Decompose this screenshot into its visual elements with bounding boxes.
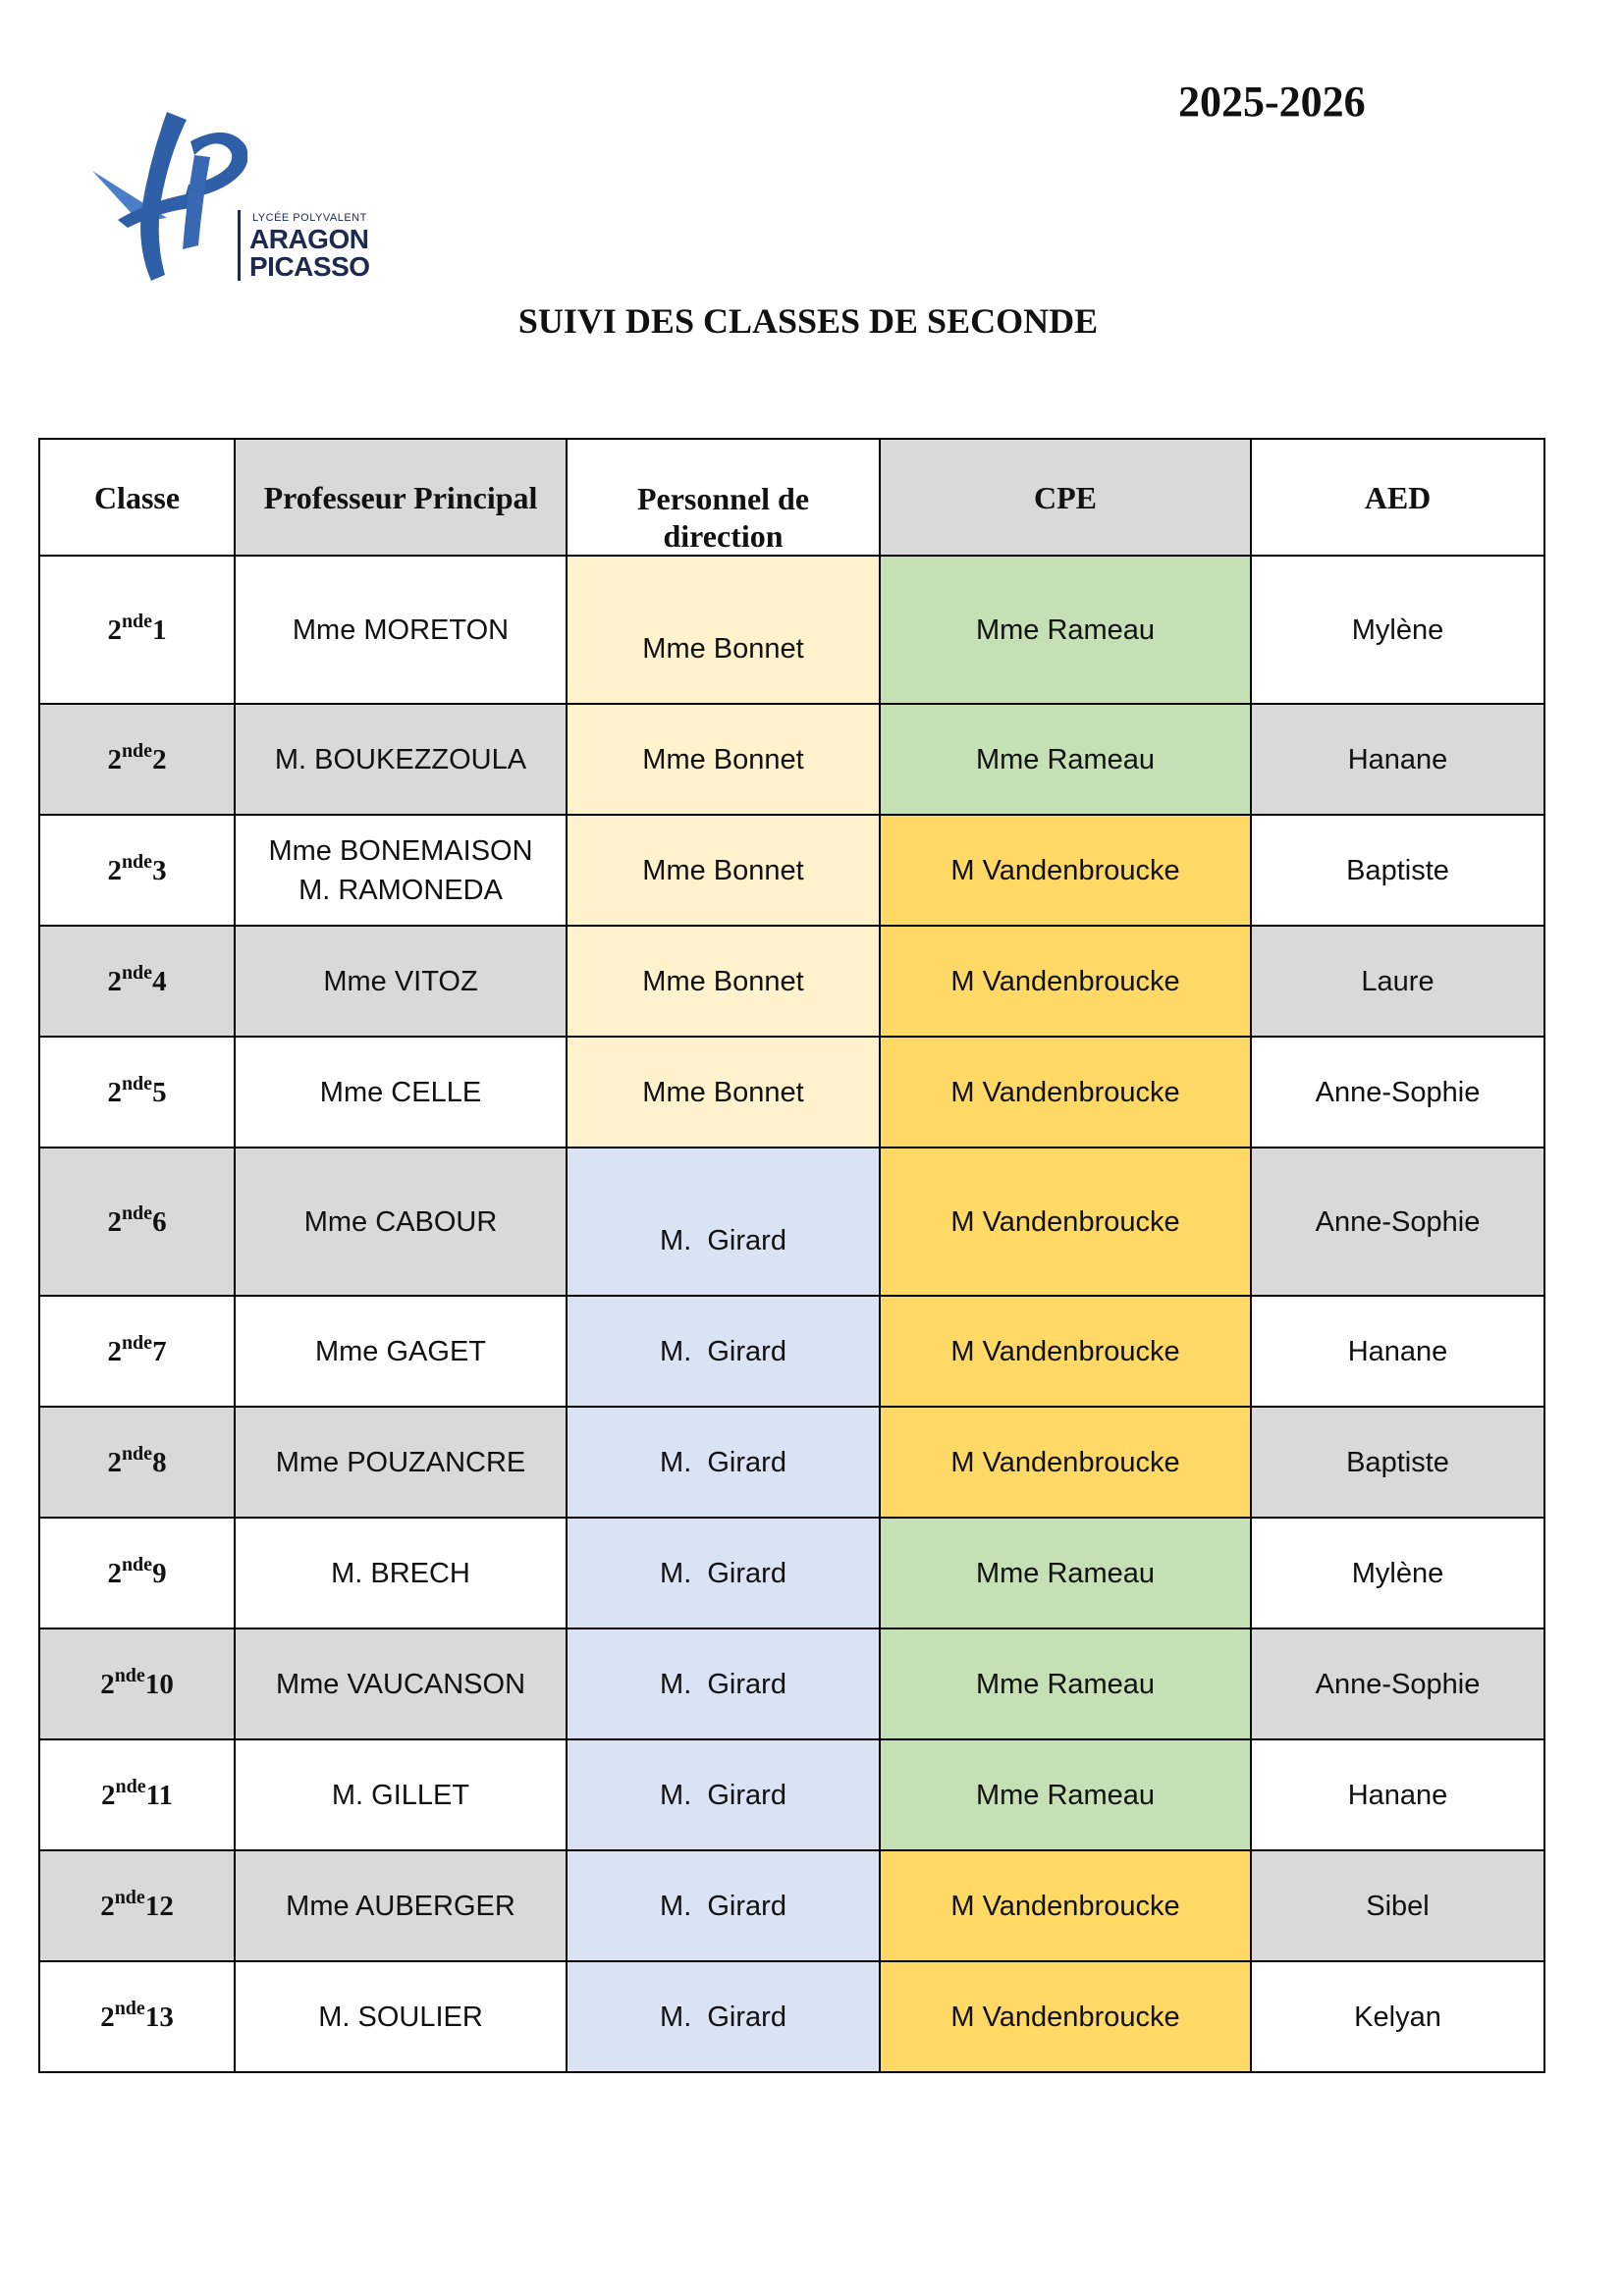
class-number: 13	[144, 2001, 174, 2033]
cell-professeur-principal	[235, 1148, 567, 1296]
class-number: 6	[152, 1205, 167, 1238]
class-superscript: nde	[121, 739, 153, 762]
cell-personnel-direction: M. Girard	[567, 1296, 880, 1407]
cell-aed: Baptiste	[1251, 815, 1544, 926]
table-row	[39, 1629, 1544, 1739]
class-superscript: nde	[114, 1997, 145, 2019]
cell-aed: Hanane	[1251, 1296, 1544, 1407]
cell-professeur-principal	[235, 1739, 567, 1850]
pp-name: M. BOUKEZZOULA	[274, 743, 527, 775]
class-superscript: nde	[114, 1664, 145, 1686]
cell-cpe: M Vandenbroucke	[880, 1850, 1251, 1961]
cell-personnel-direction: Mme Bonnet	[567, 926, 880, 1037]
header-classe: Classe	[39, 439, 235, 556]
table-row	[39, 556, 1544, 704]
cell-professeur-principal	[235, 1296, 567, 1407]
header-cpe: CPE	[880, 439, 1251, 556]
cell-aed: Kelyan	[1251, 1961, 1544, 2072]
pp-name: Mme POUZANCRE	[275, 1446, 526, 1478]
cell-aed: Hanane	[1251, 704, 1544, 815]
cell-professeur-principal	[235, 1518, 567, 1629]
cell-cpe: Mme Rameau	[880, 704, 1251, 815]
cell-professeur-principal	[235, 1037, 567, 1148]
cell-aed: Sibel	[1251, 1850, 1544, 1961]
pp-name-2: M. RAMONEDA	[298, 874, 503, 906]
logo-subtitle: LYCÉE POLYVALENT	[252, 212, 367, 224]
header-personnel-direction: Personnel de direction	[567, 439, 880, 556]
cell-personnel-direction: M. Girard	[567, 1407, 880, 1518]
cell-cpe: M Vandenbroucke	[880, 815, 1251, 926]
pp-name: Mme GAGET	[314, 1335, 486, 1367]
header-professeur-principal: Professeur Principal	[235, 439, 567, 556]
cell-personnel-direction: M. Girard	[567, 1148, 880, 1296]
cell-cpe: Mme Rameau	[880, 1629, 1251, 1739]
cell-classe: 2nde2	[39, 704, 235, 815]
ap-monogram-logo-icon	[81, 102, 247, 289]
cell-classe: 2nde5	[39, 1037, 235, 1148]
school-logo	[81, 102, 395, 298]
cell-aed: Laure	[1251, 926, 1544, 1037]
cell-classe: 2nde3	[39, 815, 235, 926]
cell-aed: Hanane	[1251, 1739, 1544, 1850]
cell-aed: Anne-Sophie	[1251, 1148, 1544, 1296]
cell-classe: 2nde8	[39, 1407, 235, 1518]
cell-personnel-direction: M. Girard	[567, 1518, 880, 1629]
pp-name: M. SOULIER	[318, 2001, 483, 2033]
pp-name: Mme BONEMAISON	[268, 834, 533, 867]
logo-divider	[238, 210, 241, 281]
cell-classe: 2nde11	[39, 1739, 235, 1850]
cell-personnel-direction: M. Girard	[567, 1629, 880, 1739]
cell-aed: Baptiste	[1251, 1407, 1544, 1518]
table-row	[39, 1739, 1544, 1850]
pp-name: M. BRECH	[331, 1557, 470, 1589]
class-number: 10	[144, 1668, 174, 1700]
class-superscript: nde	[121, 1442, 153, 1465]
class-number: 8	[152, 1446, 167, 1478]
cell-personnel-direction: Mme Bonnet	[567, 704, 880, 815]
cell-personnel-direction: Mme Bonnet	[567, 556, 880, 704]
cell-personnel-direction: M. Girard	[567, 1961, 880, 2072]
cell-professeur-principal	[235, 926, 567, 1037]
table-row	[39, 1850, 1544, 1961]
table-row	[39, 1148, 1544, 1296]
class-superscript: nde	[121, 610, 153, 632]
cell-cpe: M Vandenbroucke	[880, 1148, 1251, 1296]
class-number: 4	[152, 965, 167, 997]
class-superscript: nde	[115, 1775, 146, 1797]
pp-name: Mme MORETON	[292, 614, 510, 646]
cell-classe: 2nde7	[39, 1296, 235, 1407]
cell-cpe: M Vandenbroucke	[880, 926, 1251, 1037]
class-number: 2	[152, 743, 167, 775]
table-row	[39, 1961, 1544, 2072]
class-superscript: nde	[121, 1072, 153, 1095]
class-superscript: nde	[114, 1886, 145, 1908]
class-superscript: nde	[121, 1553, 153, 1575]
cell-cpe: M Vandenbroucke	[880, 1961, 1251, 2072]
cell-classe: 2nde6	[39, 1148, 235, 1296]
cell-cpe: M Vandenbroucke	[880, 1296, 1251, 1407]
table-row	[39, 1296, 1544, 1407]
table-row	[39, 1518, 1544, 1629]
cell-classe: 2nde9	[39, 1518, 235, 1629]
cell-classe: 2nde13	[39, 1961, 235, 2072]
logo-line-1: ARAGON	[249, 224, 369, 254]
pp-name: M. GILLET	[331, 1779, 470, 1811]
class-number: 9	[152, 1557, 167, 1589]
cell-cpe: Mme Rameau	[880, 556, 1251, 704]
cell-professeur-principal	[235, 556, 567, 704]
cell-cpe: M Vandenbroucke	[880, 1407, 1251, 1518]
class-number: 3	[152, 854, 167, 886]
page-title-text: SUIVI DES CLASSES DE SECONDE	[517, 301, 1099, 341]
cell-aed: Anne-Sophie	[1251, 1037, 1544, 1148]
cell-personnel-direction: M. Girard	[567, 1850, 880, 1961]
table-body	[39, 556, 1544, 2072]
pp-name: Mme VITOZ	[323, 965, 478, 997]
class-superscript: nde	[121, 1331, 153, 1354]
pp-name: Mme CABOUR	[303, 1205, 498, 1238]
cell-aed: Mylène	[1251, 556, 1544, 704]
cell-personnel-direction: Mme Bonnet	[567, 815, 880, 926]
cell-professeur-principal	[235, 1407, 567, 1518]
class-superscript: nde	[121, 850, 153, 873]
cell-aed: Anne-Sophie	[1251, 1629, 1544, 1739]
cell-classe: 2nde10	[39, 1629, 235, 1739]
cell-cpe: Mme Rameau	[880, 1739, 1251, 1850]
class-superscript: nde	[121, 961, 153, 984]
table-row	[39, 1407, 1544, 1518]
pp-name: Mme VAUCANSON	[275, 1668, 526, 1700]
cell-professeur-principal	[235, 704, 567, 815]
table-row	[39, 704, 1544, 815]
class-number: 5	[152, 1076, 167, 1108]
class-number: 11	[145, 1779, 174, 1811]
header-aed: AED	[1251, 439, 1544, 556]
cell-professeur-principal	[235, 1629, 567, 1739]
table-row	[39, 815, 1544, 926]
cell-professeur-principal	[235, 1961, 567, 2072]
table-row	[39, 1037, 1544, 1148]
cell-cpe: Mme Rameau	[880, 1518, 1251, 1629]
page-title	[0, 300, 1624, 342]
cell-classe: 2nde1	[39, 556, 235, 704]
classes-table	[38, 438, 1545, 2073]
pp-name: Mme CELLE	[319, 1076, 482, 1108]
cell-cpe: M Vandenbroucke	[880, 1037, 1251, 1148]
cell-personnel-direction: Mme Bonnet	[567, 1037, 880, 1148]
logo-line-2: PICASSO	[249, 251, 370, 282]
cell-classe: 2nde12	[39, 1850, 235, 1961]
pp-name: Mme AUBERGER	[286, 1890, 515, 1922]
cell-personnel-direction: M. Girard	[567, 1739, 880, 1850]
class-superscript: nde	[121, 1201, 153, 1224]
class-number: 1	[152, 614, 167, 646]
cell-aed: Mylène	[1251, 1518, 1544, 1629]
cell-professeur-principal	[235, 1850, 567, 1961]
school-year: 2025-2026	[1178, 78, 1366, 126]
cell-classe: 2nde4	[39, 926, 235, 1037]
class-number: 12	[144, 1890, 174, 1922]
table-row	[39, 926, 1544, 1037]
cell-professeur-principal	[235, 815, 567, 926]
class-number: 7	[152, 1335, 167, 1367]
table-header-row	[39, 439, 1544, 556]
